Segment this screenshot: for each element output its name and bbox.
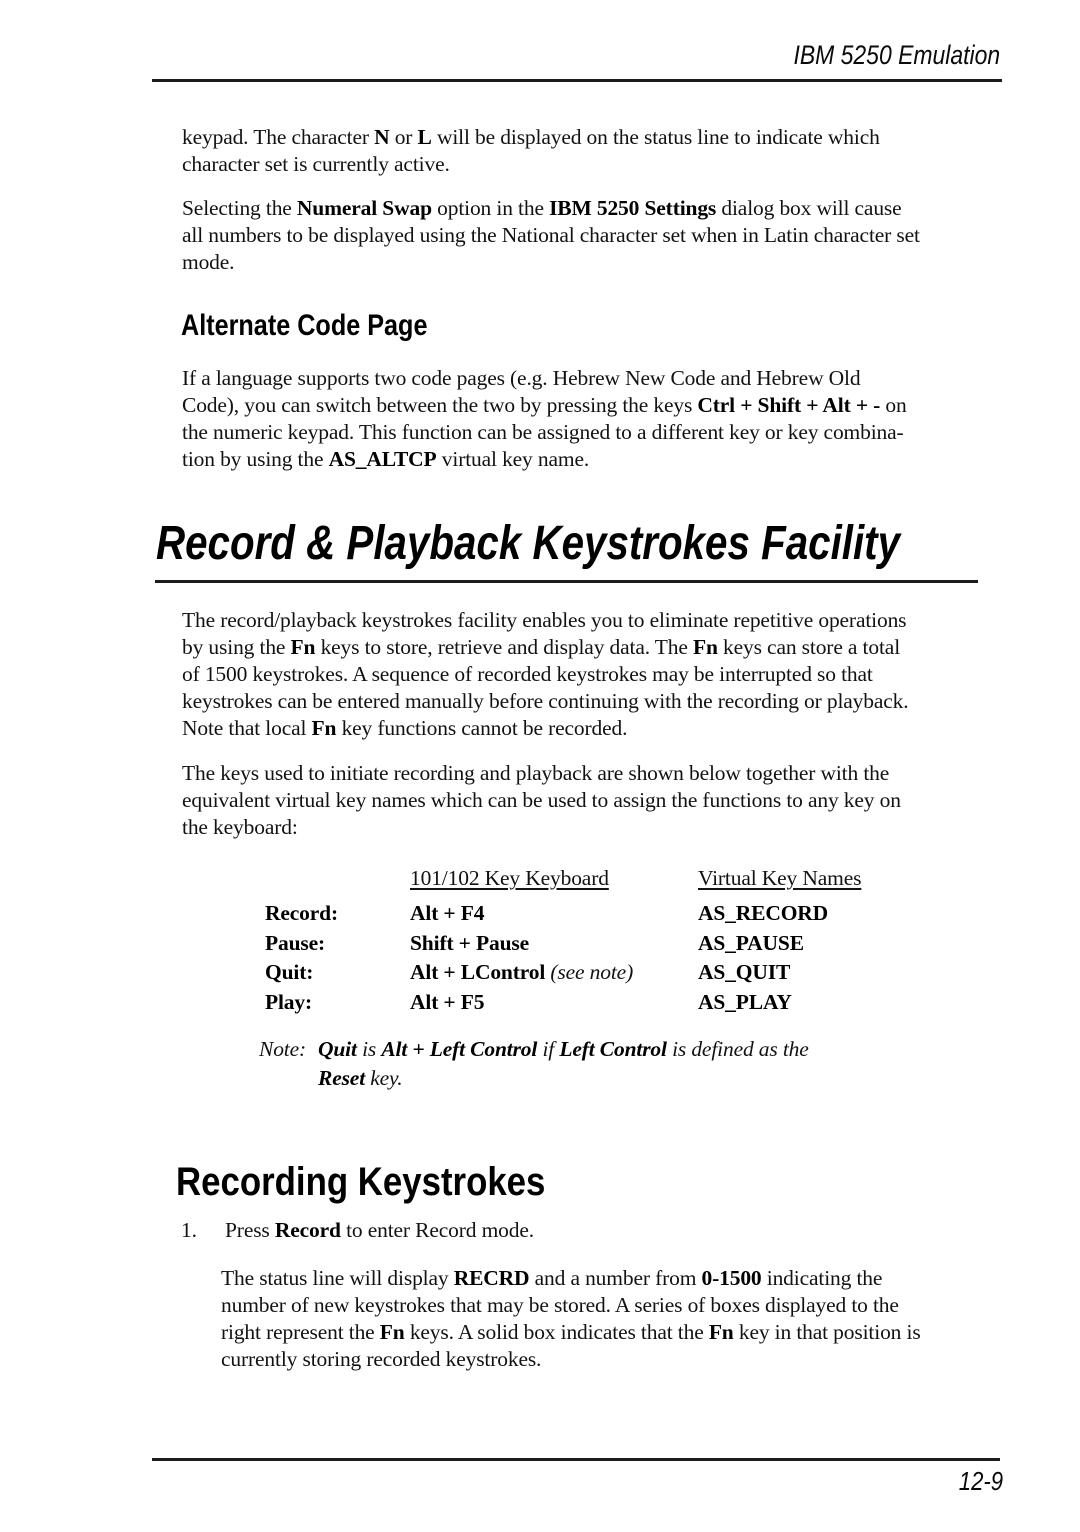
paragraph-keypad: keypad. The character N or L will be displayed on the status line to indicate which character set is currently active. [182, 125, 880, 176]
chapter-heading-rule [155, 580, 978, 583]
numbered-list-item-1 [181, 1217, 534, 1244]
table-row-play-label: Play: [265, 989, 313, 1014]
paragraph-status-line: The status line will display RECRD and a number from 0-1500 indicating the number of new keystrokes that may be stored. A series of boxes displayed to the right represent the Fn keys. A solid box indicates that the Fn key in that position is currently storing recorded keystrokes. [221, 1266, 921, 1371]
column-header-keyboard: 101/102 Key Keyboard [410, 866, 609, 890]
column-header-virtual: Virtual Key Names [698, 866, 862, 890]
table-row-pause-label: Pause: [265, 930, 326, 955]
section-heading-alternate-code-page: Alternate Code Page [181, 309, 428, 342]
table-row-quit-virtual: AS_QUIT [698, 960, 791, 984]
paragraph-keys-intro: The keys used to initiate recording and playback are shown below together with the equivalent virtual key names which can be used to assign the functions to any key on the keyboard: [182, 761, 901, 839]
paragraph-code-pages: If a language supports two code pages (e.g. Hebrew New Code and Hebrew Old Code), you can switch between the two by pressing the keys Ctrl + Shift + Alt + - on the numeric keypad. This function can be assigned to a different key or key combina- tion by using the AS_ALTCP virtual key name. [182, 366, 907, 471]
paragraph-facility-intro: The record/playback keystrokes facility enables you to eliminate repetitive operations by using the Fn keys to store, retrieve and display data. The Fn keys can store a total of 1500 keystrokes. A sequence of recorded keystrokes may be interrupted so that keystrokes can be entered manually before continuing with the recording or playback. Note that local Fn key functions cannot be recorded. [182, 608, 909, 740]
footer-rule [152, 1458, 1000, 1461]
page-number: 12-9 [958, 1466, 1003, 1496]
table-corner-empty [265, 863, 410, 899]
running-header [757, 39, 1000, 71]
table-row-play-virtual: AS_PLAY [698, 989, 792, 1014]
running-header-title: IBM 5250 Emulation [793, 40, 1000, 70]
note-block [259, 1035, 809, 1093]
table-row-pause-keys: Shift + Pause [410, 930, 530, 955]
table-row-pause-virtual: AS_PAUSE [698, 930, 804, 955]
table-row-play-keys: Alt + F5 [410, 989, 485, 1014]
table-row-record-label: Record: [265, 901, 338, 925]
table-row-quit-keys: Alt + LControl (see note) [410, 960, 634, 984]
header-rule [152, 79, 1002, 82]
note-label: Note: [259, 1037, 307, 1061]
chapter-heading-record-playback: Record & Playback Keystrokes Facility [156, 517, 901, 570]
list-item-text: Press Record to enter Record mode. [225, 1218, 534, 1242]
note-body: Quit is Alt + Left Control if Left Control is defined as the Reset key. [318, 1037, 809, 1090]
table-row-quit-label: Quit: [265, 960, 314, 984]
table-row-record-keys: Alt + F4 [410, 901, 485, 925]
list-item-number: 1. [181, 1218, 197, 1242]
table-row-record-virtual: AS_RECORD [698, 901, 829, 925]
key-mapping-table [265, 863, 861, 1017]
paragraph-numeral-swap: Selecting the Numeral Swap option in the IBM 5250 Settings dialog box will cause all numbers to be displayed using the National character set when in Latin character set mode. [182, 196, 920, 274]
section-heading-recording-keystrokes: Recording Keystrokes [176, 1160, 546, 1204]
